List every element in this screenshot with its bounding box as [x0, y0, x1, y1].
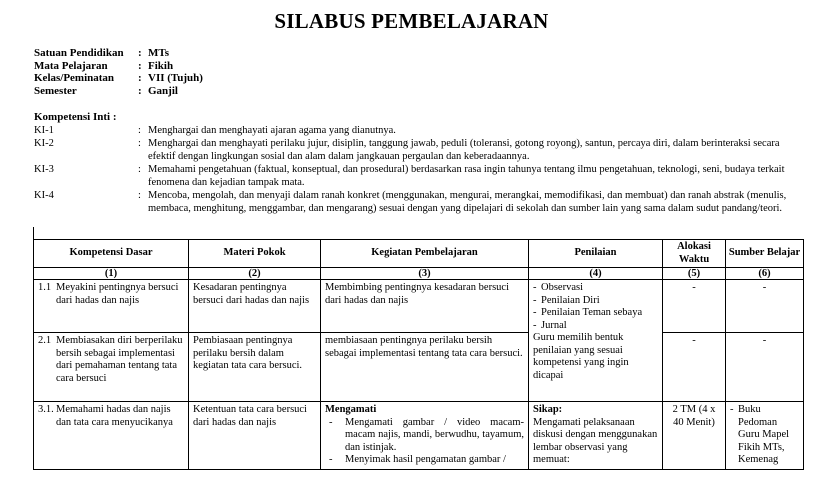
kompetensi-inti-list: [34, 124, 794, 215]
alokasi-cell: -: [663, 333, 726, 402]
ki-row-4: [34, 189, 794, 215]
column-number: (2): [189, 268, 321, 280]
ki-row-2: [34, 137, 794, 163]
meta-separator: :: [138, 47, 142, 59]
kegiatan-cell: Membimbing pentingnya kesadaran bersuci dari hadas dan najis: [321, 280, 529, 333]
kd-number: 2.1: [38, 335, 52, 346]
materi-cell: Ketentuan tata cara bersuci dari hadas dan najis: [189, 402, 321, 470]
ki-separator: :: [138, 164, 141, 175]
page-title: SILABUS PEMBELAJARAN: [274, 9, 549, 33]
syllabus-table: [33, 239, 804, 470]
list-item: - Buku Pedoman Guru Mapel Fikih MTs, Kemenag: [730, 404, 799, 467]
kd-text: Membiasakan diri berperilaku bersih sebagai implementasi dari pemahaman tentang tata cara bersuci: [56, 335, 183, 384]
sumber-list: [730, 404, 799, 467]
ki-code: KI-3: [34, 164, 54, 175]
header-kegiatan: Kegiatan Pembelajaran: [321, 240, 529, 268]
header-kompetensi-dasar: Kompetensi Dasar: [34, 240, 189, 268]
meta-label: Semester: [34, 84, 77, 97]
alokasi-cell: 2 TM (4 x 40 Menit): [663, 402, 726, 470]
meta-value: MTs: [148, 47, 169, 59]
header-alokasi-waktu: Alokasi Waktu: [663, 240, 726, 268]
column-number: (1): [34, 268, 189, 280]
kd-number: 3.1.: [38, 404, 54, 415]
header-sumber-belajar: Sumber Belajar: [726, 240, 804, 268]
column-number-row: [34, 268, 804, 280]
meta-separator: :: [138, 72, 142, 84]
penilaian-text: Mengamati pelaksanaan diskusi dengan menggunakan lembar observasi yang memuat:: [533, 416, 658, 465]
header-penilaian: Penilaian: [529, 240, 663, 268]
ki-row-1: [34, 124, 794, 137]
meta-label: Satuan Pendidikan: [34, 47, 124, 59]
kegiatan-cell: [321, 402, 529, 470]
kd-cell: [34, 333, 189, 402]
sumber-cell: -: [726, 280, 804, 333]
table-row: [34, 333, 804, 402]
penilaian-note: Guru memilih bentuk penilaian yang sesuai kompetensi yang ingin dicapai: [533, 332, 629, 381]
list-item: - Jurnal: [533, 320, 658, 333]
kd-cell: [34, 402, 189, 470]
table-row: [34, 402, 804, 470]
ki-code: KI-2: [34, 138, 54, 149]
margin-line: [33, 227, 34, 239]
ki-row-3: [34, 163, 794, 189]
meta-label: Kelas/Peminatan: [34, 72, 115, 84]
sumber-cell: [726, 402, 804, 470]
kegiatan-heading: Mengamati: [325, 404, 377, 415]
list-item: - Menyimak hasil pengamatan gambar /: [325, 454, 524, 467]
table-header-row: [34, 240, 804, 268]
kd-text: Meyakini pentingnya bersuci dari hadas dan najis: [56, 282, 179, 306]
meta-separator: :: [138, 84, 142, 97]
ki-separator: :: [138, 125, 141, 136]
penilaian-cell: [529, 402, 663, 470]
ki-text: Menghargai dan menghayati perilaku jujur, disiplin, tanggung jawab, peduli (toleransi, gotong royong), santun, percaya diri, dalam berinteraksi secara efektif dengan lingkungan sosial dan alam dalam jangkauan pergaulan dan keberadaannya.: [148, 138, 780, 162]
penilaian-cell: [529, 280, 663, 402]
ki-text: Memahami pengetahuan (faktual, konseptual, dan prosedural) berdasarkan rasa ingin tahunya tentang ilmu pengetahuan, teknologi, seni, budaya terkait fenomena dan kejadian tampak mata.: [148, 164, 785, 188]
ki-text: Menghargai dan menghayati ajaran agama yang dianutnya.: [148, 125, 396, 136]
meta-value: VII (Tujuh): [148, 72, 203, 84]
list-item: - Penilaian Diri: [533, 295, 658, 308]
penilaian-list: [533, 282, 658, 332]
ki-code: KI-1: [34, 125, 54, 136]
materi-cell: Pembiasaan pentingnya perilaku bersih dalam kegiatan tata cara bersuci.: [189, 333, 321, 402]
sumber-cell: -: [726, 333, 804, 402]
column-number: (6): [726, 268, 804, 280]
ki-separator: :: [138, 190, 141, 201]
column-number: (4): [529, 268, 663, 280]
kompetensi-inti-heading: Kompetensi Inti :: [34, 111, 117, 123]
alokasi-cell: -: [663, 280, 726, 333]
meta-separator: :: [138, 59, 142, 72]
table-row: [34, 280, 804, 333]
meta-value: Fikih: [148, 59, 174, 72]
meta-label: Mata Pelajaran: [34, 59, 108, 72]
ki-separator: :: [138, 138, 141, 149]
ki-code: KI-4: [34, 190, 54, 201]
meta-value: Ganjil: [148, 84, 178, 97]
kd-text: Memahami hadas dan najis dan tata cara menyucikanya: [56, 404, 173, 428]
kd-number: 1.1: [38, 282, 52, 293]
ki-text: Mencoba, mengolah, dan menyaji dalam ranah konkret (menggunakan, mengurai, merangkai, memodifikasi, dan membuat) dan ranah abstrak (menulis, membaca, menghitung, menggambar, dan mengarang) sesuai dengan yang dipelajari di sekolah dan sumber lain yang sama dalam sudut pandang/teori.: [148, 190, 787, 214]
column-number: (3): [321, 268, 529, 280]
kd-cell: [34, 280, 189, 333]
penilaian-heading: Sikap:: [533, 404, 563, 415]
header-materi-pokok: Materi Pokok: [189, 240, 321, 268]
kegiatan-cell: membiasaan pentingnya perilaku bersih sebagai implementasi tentang tata cara bersuci.: [321, 333, 529, 402]
materi-cell: Kesadaran pentingnya bersuci dari hadas dan najis: [189, 280, 321, 333]
column-number: (5): [663, 268, 726, 280]
list-item: - Mengamati gambar / video macam-macam najis, mandi, berwudhu, tayamum, dan istinjak.: [325, 417, 524, 455]
kegiatan-list: [325, 417, 524, 467]
list-item: - Observasi: [533, 282, 658, 295]
list-item: - Penilaian Teman sebaya: [533, 307, 658, 320]
